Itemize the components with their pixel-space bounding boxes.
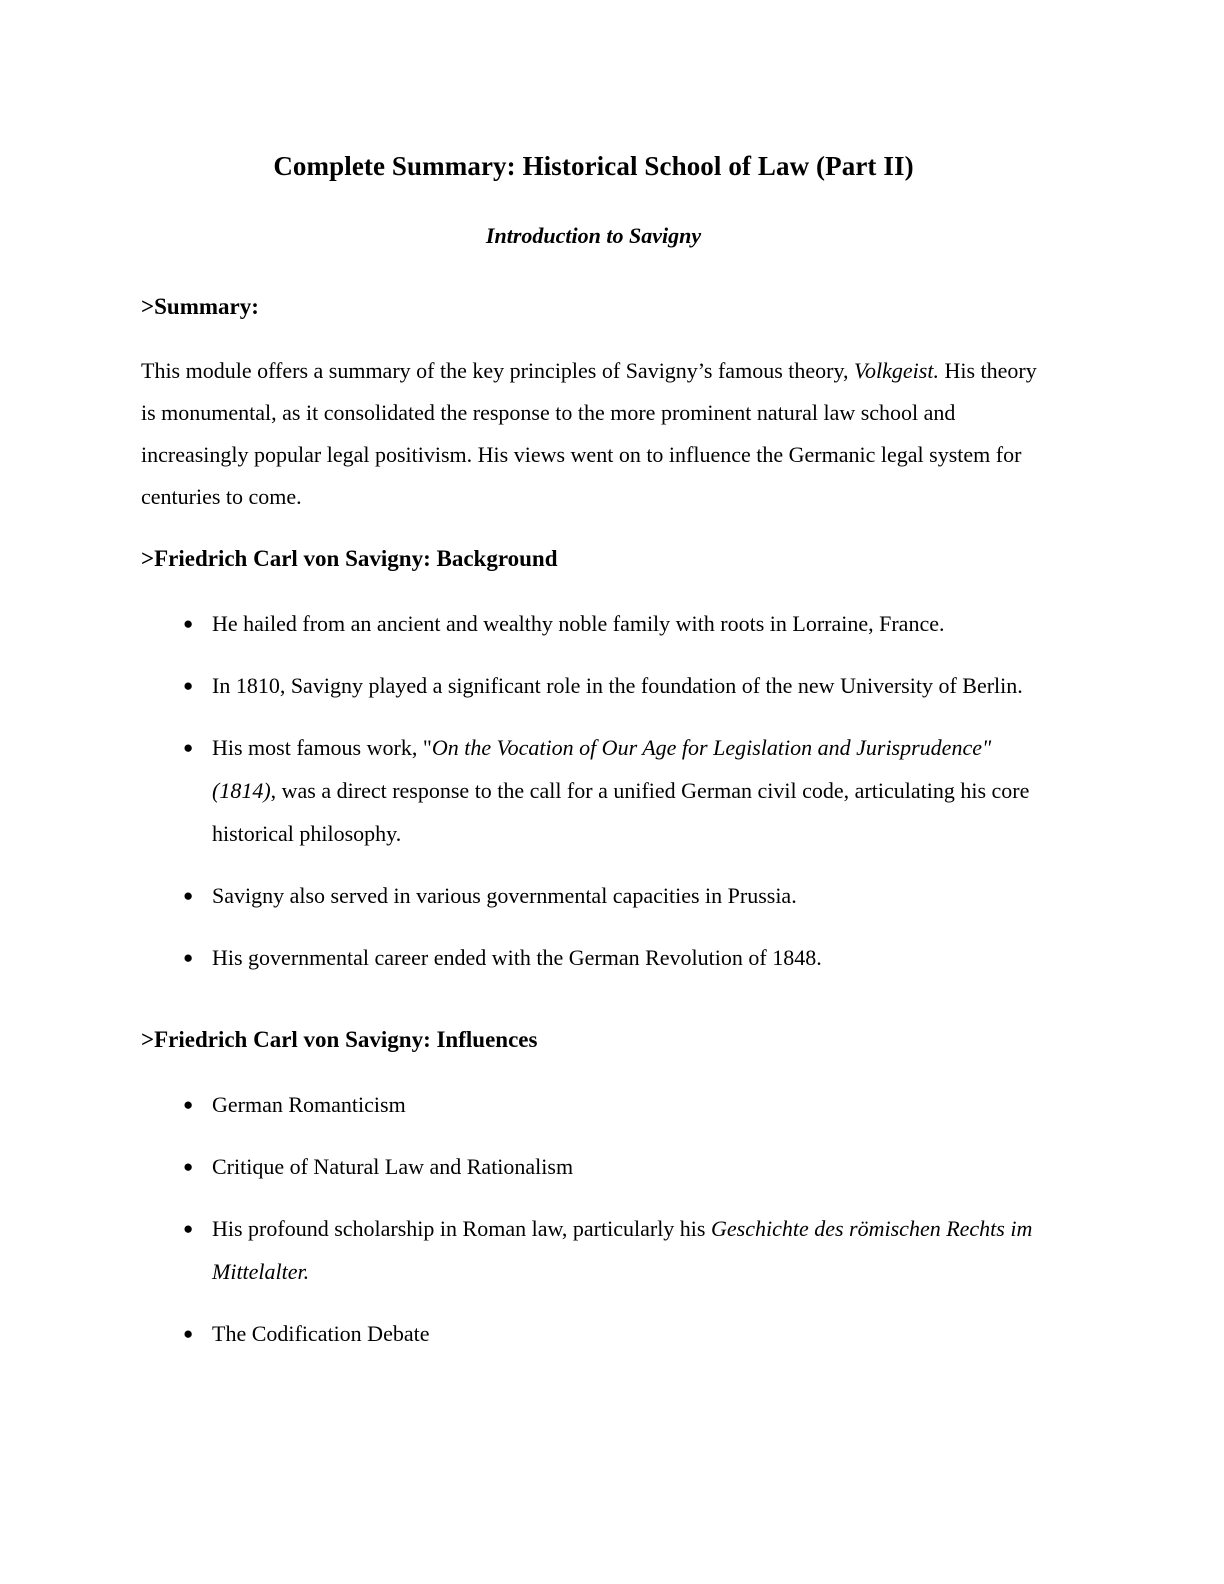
section-heading-summary: >Summary: [141,294,259,320]
summary-paragraph-italic-term: Volkgeist. [854,358,939,384]
list-item [141,936,1046,979]
list-item [141,1207,1046,1293]
list-item-lead: Critique of Natural Law and Rationalism [212,1154,574,1180]
list-item-rest: , was a direct response to the call for a unified German civil code, articulating his core historical philosophy. [212,778,1030,847]
list-item-lead: In 1810, Savigny played a significant role in the foundation of the new University of Berlin. [212,673,1023,699]
list-item [141,1145,1046,1188]
bullet-icon: ● [183,676,194,696]
list-item-lead: German Romanticism [212,1092,406,1118]
bullet-icon: ● [183,1324,194,1344]
bullet-icon: ● [183,1157,194,1177]
bullet-icon: ● [183,886,194,906]
bullet-icon: ● [183,614,194,634]
list-item-italic: On the Vocation of Our Age for Legislation and Jurisprudence" (1814) [212,735,992,804]
bullet-icon: ● [183,948,194,968]
list-item [141,602,1046,645]
list-item-lead: Savigny also served in various governmental capacities in Prussia. [212,883,797,909]
list-item-lead: His most famous work, " [212,735,432,761]
list-item [141,1083,1046,1126]
list-item-lead: He hailed from an ancient and wealthy noble family with roots in Lorraine, France. [212,611,945,637]
page-title: Complete Summary: Historical School of Law (Part II) [273,151,914,181]
document-content [141,150,1046,1355]
list-item [141,726,1046,855]
list-item [141,1312,1046,1355]
section-heading-influences: >Friedrich Carl von Savigny: Influences [141,1027,538,1053]
list-item [141,874,1046,917]
list-item [141,664,1046,707]
list-item-italic: Geschichte des römischen Rechts im Mittelalter. [212,1216,1033,1285]
bullet-icon: ● [183,1095,194,1115]
summary-paragraph-lead: This module offers a summary of the key principles of Savigny’s famous theory, [141,358,855,384]
bullet-icon: ● [183,738,194,758]
list-item-lead: His governmental career ended with the German Revolution of 1848. [212,945,822,971]
bullet-icon: ● [183,1219,194,1239]
list-item-lead: His profound scholarship in Roman law, particularly his [212,1216,711,1242]
influences-bullet-list [141,1083,1046,1355]
summary-paragraph [141,350,1046,518]
section-spacer [141,1007,1046,1025]
section-heading-background: >Friedrich Carl von Savigny: Background [141,546,558,572]
background-bullet-list [141,602,1046,979]
list-item-lead: The Codification Debate [212,1321,430,1347]
summary-paragraph-rest: His theory is monumental, as it consolidated the response to the more prominent natural law school and increasingly popular legal positivism. His views went on to influence the Germanic legal system for centuries to come. [141,358,1037,510]
document-subtitle: Introduction to Savigny [485,222,702,248]
